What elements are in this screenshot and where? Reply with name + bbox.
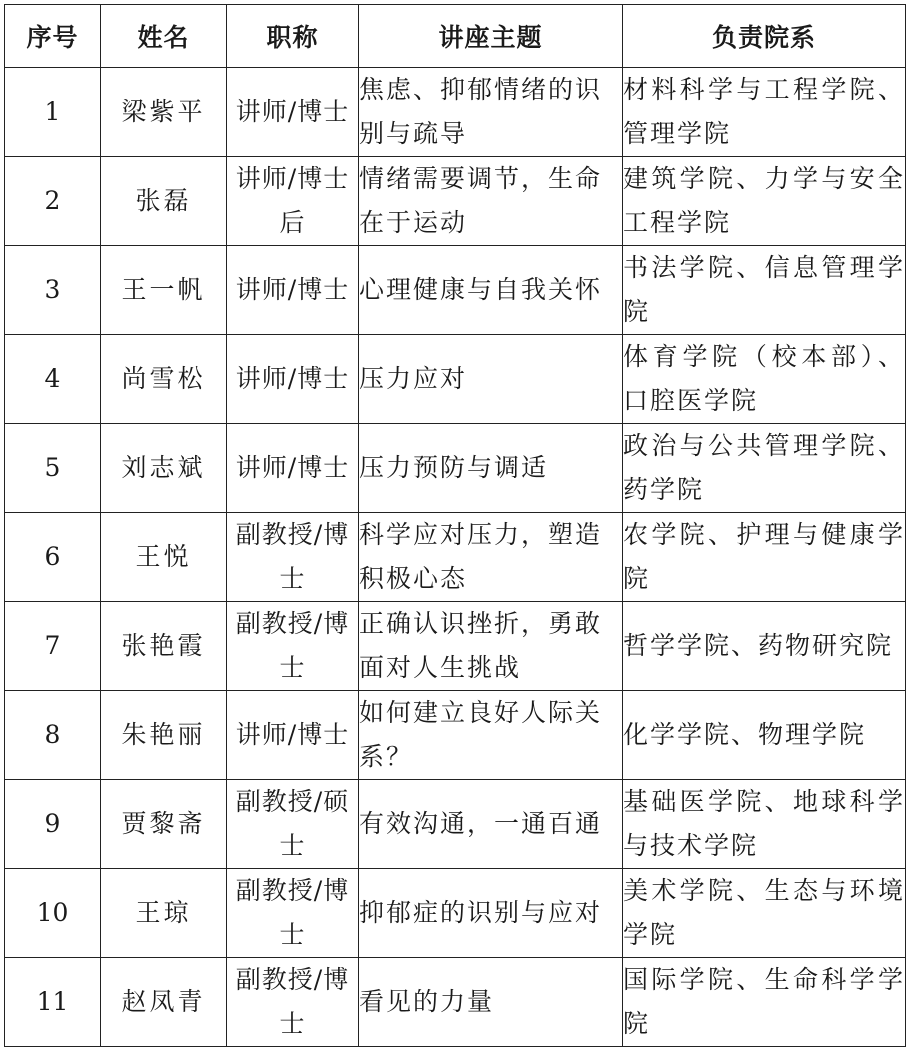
speaker-name: 张磊 <box>101 157 227 246</box>
speaker-name: 贾黎斋 <box>101 780 227 869</box>
row-number: 11 <box>5 958 101 1047</box>
speaker-title: 副教授/博士 <box>227 513 359 602</box>
speaker-name: 刘志斌 <box>101 424 227 513</box>
department: 农学院、护理与健康学院 <box>623 513 906 602</box>
speaker-name: 尚雪松 <box>101 335 227 424</box>
speaker-title: 讲师/博士 <box>227 691 359 780</box>
table-row <box>5 780 906 869</box>
department: 建筑学院、力学与安全工程学院 <box>623 157 906 246</box>
row-number: 3 <box>5 246 101 335</box>
table-row <box>5 335 906 424</box>
lecture-topic: 看见的力量 <box>359 958 623 1047</box>
table-body <box>5 68 906 1047</box>
lecture-topic: 心理健康与自我关怀 <box>359 246 623 335</box>
speaker-name: 梁紫平 <box>101 68 227 157</box>
speaker-title: 副教授/博士 <box>227 602 359 691</box>
speaker-name: 王一帆 <box>101 246 227 335</box>
department: 材料科学与工程学院、管理学院 <box>623 68 906 157</box>
department: 化学学院、物理学院 <box>623 691 906 780</box>
row-number: 1 <box>5 68 101 157</box>
speaker-name: 张艳霞 <box>101 602 227 691</box>
speaker-title: 副教授/硕士 <box>227 780 359 869</box>
header-name: 姓名 <box>101 5 227 68</box>
row-number: 7 <box>5 602 101 691</box>
department: 基础医学院、地球科学与技术学院 <box>623 780 906 869</box>
lecture-topic: 抑郁症的识别与应对 <box>359 869 623 958</box>
header-number: 序号 <box>5 5 101 68</box>
speaker-title: 副教授/博士 <box>227 958 359 1047</box>
lecture-topic: 情绪需要调节，生命在于运动 <box>359 157 623 246</box>
row-number: 4 <box>5 335 101 424</box>
table-row <box>5 869 906 958</box>
speaker-name: 朱艳丽 <box>101 691 227 780</box>
lecture-topic: 压力预防与调适 <box>359 424 623 513</box>
table-row <box>5 513 906 602</box>
lecture-schedule-table-wrapper <box>4 4 906 1047</box>
speaker-title: 讲师/博士 <box>227 335 359 424</box>
header-row <box>5 5 906 68</box>
speaker-title: 讲师/博士 <box>227 68 359 157</box>
header-topic: 讲座主题 <box>359 5 623 68</box>
row-number: 10 <box>5 869 101 958</box>
header-department: 负责院系 <box>623 5 906 68</box>
row-number: 6 <box>5 513 101 602</box>
table-header <box>5 5 906 68</box>
table-row <box>5 691 906 780</box>
department: 体育学院（校本部）、口腔医学院 <box>623 335 906 424</box>
lecture-topic: 压力应对 <box>359 335 623 424</box>
speaker-title: 讲师/博士 <box>227 424 359 513</box>
lecture-topic: 科学应对压力，塑造积极心态 <box>359 513 623 602</box>
table-row <box>5 68 906 157</box>
row-number: 9 <box>5 780 101 869</box>
speaker-name: 赵凤青 <box>101 958 227 1047</box>
row-number: 8 <box>5 691 101 780</box>
department: 书法学院、信息管理学院 <box>623 246 906 335</box>
table-row <box>5 958 906 1047</box>
lecture-schedule-table <box>4 4 906 1047</box>
lecture-topic: 焦虑、抑郁情绪的识别与疏导 <box>359 68 623 157</box>
table-row <box>5 157 906 246</box>
row-number: 2 <box>5 157 101 246</box>
department: 国际学院、生命科学学院 <box>623 958 906 1047</box>
speaker-title: 讲师/博士 <box>227 246 359 335</box>
lecture-topic: 有效沟通，一通百通 <box>359 780 623 869</box>
row-number: 5 <box>5 424 101 513</box>
speaker-name: 王琼 <box>101 869 227 958</box>
table-row <box>5 424 906 513</box>
lecture-topic: 正确认识挫折，勇敢面对人生挑战 <box>359 602 623 691</box>
lecture-topic: 如何建立良好人际关系？ <box>359 691 623 780</box>
department: 政治与公共管理学院、药学院 <box>623 424 906 513</box>
speaker-name: 王悦 <box>101 513 227 602</box>
speaker-title: 副教授/博士 <box>227 869 359 958</box>
table-row <box>5 246 906 335</box>
department: 美术学院、生态与环境学院 <box>623 869 906 958</box>
speaker-title: 讲师/博士后 <box>227 157 359 246</box>
table-row <box>5 602 906 691</box>
header-title: 职称 <box>227 5 359 68</box>
department: 哲学学院、药物研究院 <box>623 602 906 691</box>
